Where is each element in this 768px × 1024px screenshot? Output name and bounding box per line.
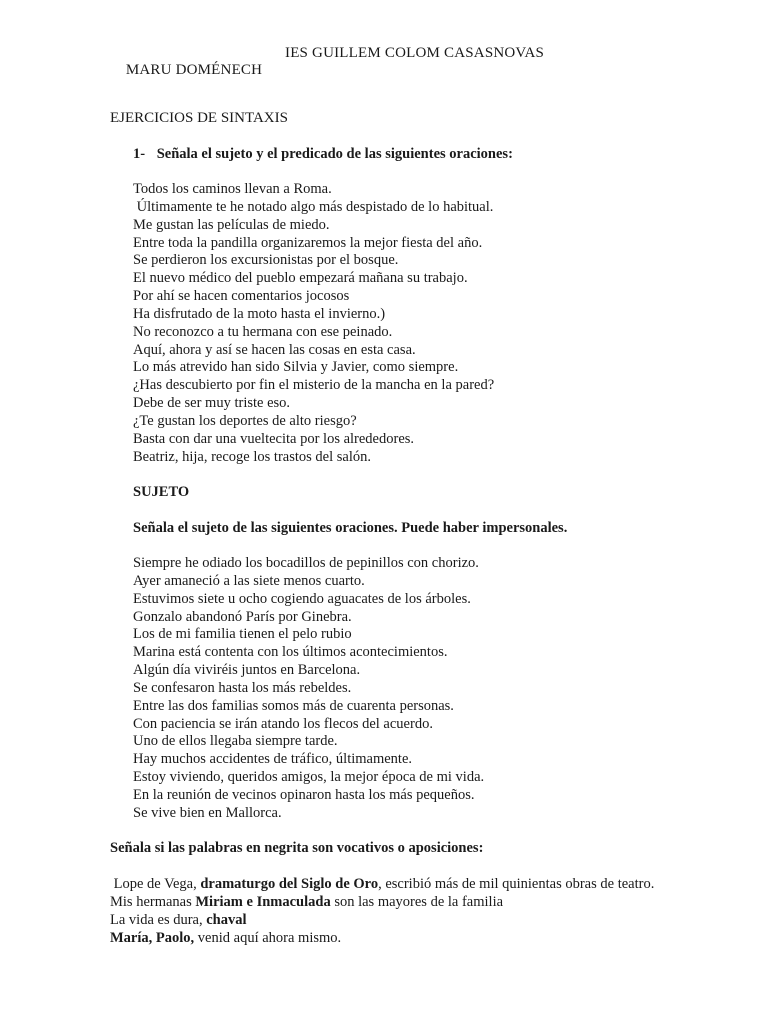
document-header <box>110 45 545 113</box>
list-item: El nuevo médico del pueblo empezará mañana su trabajo. <box>133 270 468 287</box>
list-item: Me gustan las películas de miedo. <box>133 216 330 233</box>
exercise-1-sentence-list <box>133 181 494 467</box>
exercise-2-sentence-list <box>133 555 484 823</box>
sujeto-section-title: SUJETO <box>133 484 190 500</box>
exercise-1-instruction: Señala el sujeto y el predicado de las siguientes oraciones: <box>156 146 513 162</box>
list-item: Beatriz, hija, recoge los trastos del salón. <box>133 448 371 465</box>
list-item: Entre las dos familias somos más de cuarenta personas. <box>133 697 454 714</box>
list-item: Ha disfrutado de la moto hasta el invierno.) <box>133 305 386 322</box>
bold-phrase: dramaturgo del Siglo de Oro <box>200 876 379 892</box>
list-item: Debe de ser muy triste eso. <box>133 395 291 412</box>
list-item: No reconozco a tu hermana con ese peinado. <box>133 323 393 340</box>
sentence-text: Lope de Vega, <box>110 876 201 892</box>
list-item: Se confesaron hasta los más rebeldes. <box>133 679 352 696</box>
bold-phrase: María, Paolo, <box>110 929 195 946</box>
list-item: Hay muchos accidentes de tráfico, últimamente. <box>133 751 413 768</box>
section-title: EJERCICIOS DE SINTAXIS <box>110 110 288 126</box>
exercise-3-sentence-1 <box>110 876 670 894</box>
list-item: Entre toda la pandilla organizaremos la mejor fiesta del año. <box>133 234 483 251</box>
exercise-3-body <box>110 876 670 947</box>
list-item: Se perdieron los excursionistas por el bosque. <box>133 252 399 269</box>
list-item: En la reunión de vecinos opinaron hasta los más pequeños. <box>133 786 475 803</box>
list-item: Se vive bien en Mallorca. <box>133 804 282 821</box>
list-item: ¿Has descubierto por fin el misterio de la mancha en la pared? <box>133 377 495 394</box>
sentence-text: La vida es dura, <box>110 911 207 928</box>
list-item: Aquí, ahora y así se hacen las cosas en esta casa. <box>133 341 416 358</box>
exercise-3-sentence-3 <box>110 912 670 930</box>
list-item: Ayer amaneció a las siete menos cuarto. <box>133 572 365 589</box>
list-item: Todos los caminos llevan a Roma. <box>133 181 332 197</box>
list-item: Lo más atrevido han sido Silvia y Javier, como siempre. <box>133 359 459 376</box>
list-item: Los de mi familia tienen el pelo rubio <box>133 626 352 643</box>
sentence-text: , escribió más de mil quinientas obras de teatro. <box>378 876 655 892</box>
list-item: Últimamente te he notado algo más despistado de lo habitual. <box>133 198 494 215</box>
list-item: Marina está contenta con los últimos acontecimientos. <box>133 644 448 661</box>
sentence-text: son las mayores de la familia <box>330 893 504 910</box>
list-item: Uno de ellos llegaba siempre tarde. <box>133 733 338 750</box>
list-item: Estuvimos siete u ocho cogiendo aguacates de los árboles. <box>133 590 471 607</box>
list-item: Basta con dar una vueltecita por los alrededores. <box>133 430 415 447</box>
sentence-text: venid aquí ahora mismo. <box>194 929 342 946</box>
list-item: Por ahí se hacen comentarios jocosos <box>133 288 350 305</box>
list-item: Algún día viviréis juntos en Barcelona. <box>133 662 361 679</box>
bold-phrase: Miriam e Inmaculada <box>195 893 331 910</box>
list-item: Gonzalo abandonó París por Ginebra. <box>133 608 352 625</box>
institute-name: IES GUILLEM COLOM CASASNOVAS <box>285 45 545 61</box>
exercise-3-heading: Señala si las palabras en negrita son vocativos o aposiciones: <box>110 840 484 856</box>
exercise-3-sentence-2 <box>110 894 670 912</box>
list-item: ¿Te gustan los deportes de alto riesgo? <box>133 412 357 429</box>
exercise-1-heading <box>133 146 513 163</box>
sentence-text: Mis hermanas <box>110 893 196 910</box>
exercise-1-number: 1- <box>133 146 146 162</box>
list-item: Estoy viviendo, queridos amigos, la mejor época de mi vida. <box>133 769 485 786</box>
exercise-3-sentence-4 <box>110 930 670 948</box>
author-name: MARU DOMÉNECH <box>125 62 263 78</box>
exercise-2-heading: Señala el sujeto de las siguientes oraciones. Puede haber impersonales. <box>133 520 568 536</box>
list-item: Siempre he odiado los bocadillos de pepinillos con chorizo. <box>133 555 479 571</box>
list-item: Con paciencia se irán atando los flecos del acuerdo. <box>133 715 433 732</box>
bold-phrase: chaval <box>206 911 247 928</box>
